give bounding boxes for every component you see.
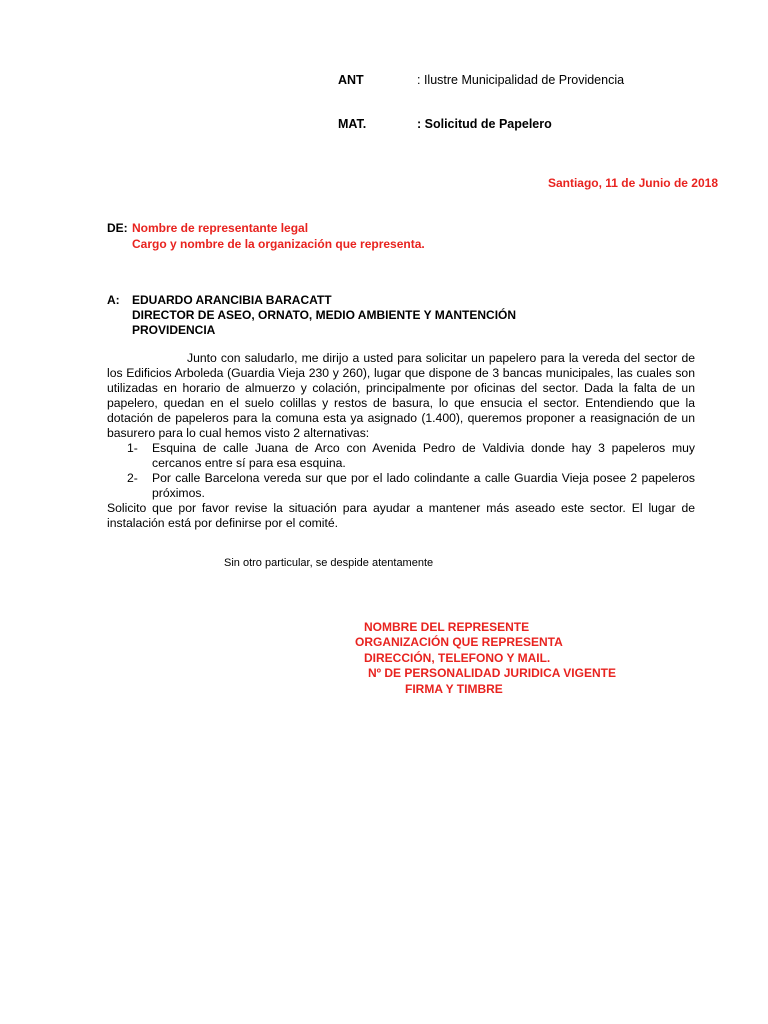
signature-contact: DIRECCIÓN, TELEFONO Y MAIL. — [364, 651, 551, 665]
signature-firma-timbre: FIRMA Y TIMBRE — [405, 682, 503, 696]
to-name: EDUARDO ARANCIBIA BARACATT — [132, 293, 332, 307]
list-item — [107, 441, 695, 471]
mat-value: : Solicitud de Papelero — [417, 117, 552, 131]
to-title: DIRECTOR DE ASEO, ORNATO, MEDIO AMBIENTE Y MANTENCIÓN — [132, 308, 517, 322]
closing-text: Sin otro particular, se despide atentamente — [224, 557, 434, 569]
letter-date: Santiago, 11 de Junio de 2018 — [547, 176, 718, 190]
alternatives-list — [107, 441, 695, 501]
signature-legal-number: Nº DE PERSONALIDAD JURIDICA VIGENTE — [368, 666, 616, 680]
signature-organization: ORGANIZACIÓN QUE REPRESENTA — [355, 635, 563, 649]
to-label: A: — [107, 293, 120, 307]
from-role: Cargo y nombre de la organización que representa. — [132, 237, 425, 251]
list-item-text: Por calle Barcelona vereda sur que por el lado colindante a calle Guardia Vieja posee 2 papeleros próximos. — [152, 471, 695, 500]
list-item-number: 2- — [127, 471, 138, 485]
list-item — [107, 471, 695, 501]
list-item-text: Esquina de calle Juana de Arco con Avenida Pedro de Valdivia donde hay 3 papeleros muy cercanos entre sí para esa esquina. — [152, 441, 695, 470]
from-name: Nombre de representante legal — [132, 221, 309, 235]
mat-label: MAT. — [338, 117, 367, 131]
body-paragraph-1: Junto con saludarlo, me dirijo a usted para solicitar un papelero para la vereda del sector de los Edificios Arboleda (Guardia Vieja 230 y 260), lugar que dispone de 3 bancas municipales, las cuales son utilizadas en horario de almuerzo y colación, principalmente por oficinas del sector. Dada la falta de un papelero, quedan en el suelo colillas y restos de basura, lo que ensucia el sector. Entendiendo que la dotación de papeleros para la comuna esta ya asignado (1.400), queremos proponer a reasignación de un basurero para lo cual hemos visto 2 alternativas: — [107, 351, 695, 440]
ant-value: : Ilustre Municipalidad de Providencia — [417, 73, 625, 87]
signature-name: NOMBRE DEL REPRESENTE — [364, 620, 530, 634]
to-place: PROVIDENCIA — [132, 323, 216, 337]
list-item-number: 1- — [127, 441, 138, 455]
letter-body — [107, 351, 695, 531]
body-paragraph-2: Solicito que por favor revise la situación para ayudar a mantener más aseado este sector. El lugar de instalación está por definirse por el comité. — [107, 501, 695, 530]
from-label: DE: — [107, 221, 128, 235]
ant-label: ANT — [338, 73, 364, 87]
